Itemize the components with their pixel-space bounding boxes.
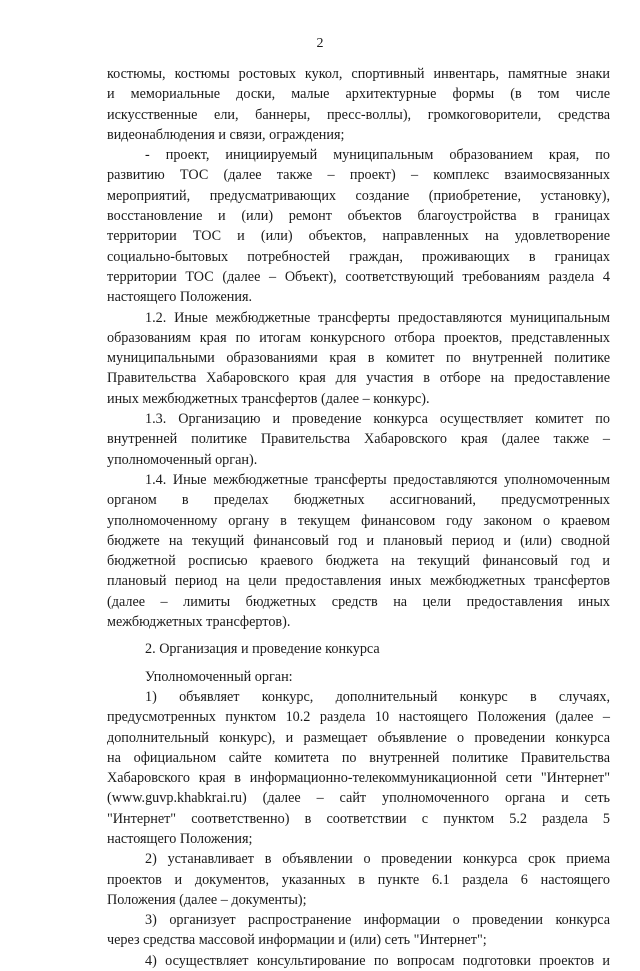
text-line: уполномоченный орган). bbox=[107, 451, 258, 468]
text-line: бюджетной росписью краевого бюджета на текущий финансовый год и bbox=[107, 553, 610, 570]
text-line: (далее – лимиты бюджетных средств на цели предоставления иных bbox=[107, 593, 610, 610]
text-line: межбюджетных трансфертов). bbox=[107, 614, 291, 631]
text-line: 1.4. Иные межбюджетные трансферты предоставляются уполномоченным bbox=[145, 471, 610, 488]
page-number: 2 bbox=[316, 36, 324, 51]
text-line: Правительства Хабаровского края для участия в отборе на предоставление bbox=[107, 370, 610, 387]
text-line: территории ТОС (далее – Объект), соответствующий требованиям раздела 4 bbox=[107, 268, 610, 285]
text-line: "Интернет" соответственно) в соответствии с пунктом 5.2 раздела 5 bbox=[107, 810, 610, 827]
text-line: костюмы, костюмы ростовых кукол, спортивный инвентарь, памятные знаки bbox=[107, 66, 610, 82]
text-line: Уполномоченный орган: bbox=[145, 668, 293, 685]
text-line: дополнительный конкурс), и размещает объявление о проведении конкурса bbox=[107, 729, 610, 746]
text-line: 4) осуществляет консультирование по вопросам подготовки проектов и bbox=[145, 952, 610, 969]
text-line: проектов и документов, указанных в пункте 6.1 раздела 6 настоящего bbox=[107, 871, 610, 888]
text-line: уполномоченному органу в текущем финансовом году законом о краевом bbox=[107, 512, 610, 529]
text-line: территории ТОС и (или) объектов, направленных на удовлетворение bbox=[107, 228, 610, 245]
text-line: образованиям края по итогам конкурсного отбора проектов, представленных bbox=[107, 329, 610, 346]
text-line: плановый период на цели предоставления иных межбюджетных трансфертов bbox=[107, 573, 610, 590]
spacer bbox=[107, 632, 610, 639]
text-line: на официальном сайте комитета по внутренней политике Правительства bbox=[107, 749, 610, 766]
text-line: органом в пределах бюджетных ассигнований, предусмотренных bbox=[107, 492, 610, 509]
text-line: Хабаровского края в информационно-телекоммуникационной сети "Интернет" bbox=[107, 770, 610, 787]
text-line: - проект, инициируемый муниципальным образованием края, по bbox=[145, 147, 610, 164]
section-heading: 2. Организация и проведение конкурса bbox=[145, 641, 380, 658]
text-line: иных межбюджетных трансфертов (далее – конкурс). bbox=[107, 390, 430, 407]
text-line: предусмотренных пунктом 10.2 раздела 10 настоящего Положения (далее – bbox=[107, 709, 610, 726]
spacer bbox=[107, 660, 610, 667]
document-body bbox=[107, 64, 610, 971]
text-line: мероприятий, предусматривающих создание (приобретение, установку), bbox=[107, 187, 610, 204]
text-line: социально-бытовых потребностей граждан, проживающих в границах bbox=[107, 248, 610, 265]
text-line: 1.3. Организацию и проведение конкурса осуществляет комитет по bbox=[145, 411, 610, 428]
text-line: и мемориальные доски, малые архитектурные формы (в том числе bbox=[107, 86, 610, 103]
text-line: видеонаблюдения и связи, ограждения; bbox=[107, 126, 345, 143]
text-line: 1.2. Иные межбюджетные трансферты предоставляются муниципальным bbox=[145, 309, 610, 326]
text-line: развитию ТОС (далее также – проект) – комплекс взаимосвязанных bbox=[107, 167, 610, 184]
section-2-text bbox=[107, 667, 610, 971]
text-line: восстановление и (или) ремонт объектов благоустройства в границах bbox=[107, 208, 610, 225]
text-line: бюджете на текущий финансовый год и плановый период и (или) сводной bbox=[107, 532, 610, 549]
text-line: внутренней политике Правительства Хабаровского края (далее также – bbox=[107, 431, 610, 448]
text-line: (www.guvp.khabkrai.ru) (далее – сайт уполномоченного органа и сеть bbox=[107, 790, 610, 807]
text-line: настоящего Положения; bbox=[107, 830, 253, 847]
text-line: Положения (далее – документы); bbox=[107, 891, 307, 908]
text-line: через средства массовой информации и (или) сеть "Интернет"; bbox=[107, 932, 487, 949]
text-line: настоящего Положения. bbox=[107, 289, 253, 306]
text-line: 3) организует распространение информации о проведении конкурса bbox=[145, 912, 610, 929]
text-line: 1) объявляет конкурс, дополнительный конкурс в случаях, bbox=[145, 688, 610, 705]
text-line: 2) устанавливает в объявлении о проведении конкурса срок приема bbox=[145, 851, 610, 868]
text-line: муниципальными образованиями края в комитет по внутренней политике bbox=[107, 350, 610, 367]
text-line: искусственные ели, баннеры, пресс-воллы), громкоговорители, средства bbox=[107, 106, 610, 123]
section-1-text bbox=[107, 64, 610, 632]
